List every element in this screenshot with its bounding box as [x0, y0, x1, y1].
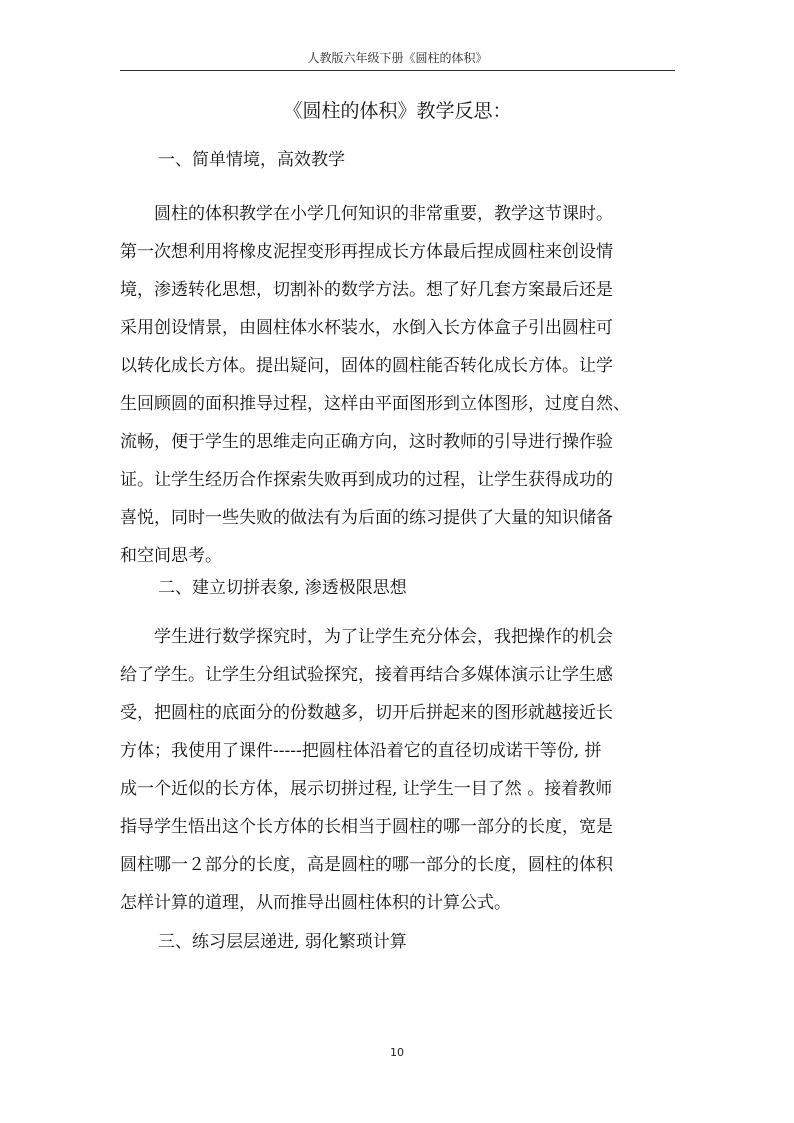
paragraph-line: 境，渗透转化思想，切割补的数学方法。想了好几套方案最后还是: [120, 280, 613, 300]
paragraph-line: 圆柱哪一２部分的长度，高是圆柱的哪一部分的长度，圆柱的体积: [120, 855, 613, 875]
paragraph-line: 学生进行数学探究时，为了让学生充分体会，我把操作的机会: [120, 627, 613, 647]
paragraph-line: 和空间思考。: [120, 546, 222, 566]
paragraph-line: 成一个近似的长方体，展示切拼过程, 让学生一目了然 。接着教师: [120, 779, 613, 799]
paragraph-line: 受，把圆柱的底面分的份数越多，切开后拼起来的图形就越接近长: [120, 703, 613, 723]
section-heading-3: 三、练习层层递进, 弱化繁琐计算: [158, 932, 407, 952]
section-heading-1: 一、简单情境，高效教学: [158, 150, 345, 170]
paragraph-line: 第一次想利用将橡皮泥捏变形再捏成长方体最后捏成圆柱来创设情: [120, 242, 613, 262]
paragraph-line: 证。让学生经历合作探索失败再到成功的过程，让学生获得成功的: [120, 470, 613, 490]
header-text: 人教版六年级下册《圆柱的体积》: [307, 51, 488, 65]
paragraph-line: 圆柱的体积教学在小学几何知识的非常重要，教学这节课时。: [120, 204, 613, 224]
paragraph-line: 喜悦，同时一些失败的做法有为后面的练习提供了大量的知识储备: [120, 508, 613, 528]
section-1-paragraph: [120, 195, 668, 575]
paragraph-line: 以转化成长方体。提出疑问，固体的圆柱能否转化成长方体。让学: [120, 356, 613, 376]
paragraph-line: 方体；我使用了课件-----把圆柱体沿着它的直径切成诺干等份, 拼: [120, 741, 602, 761]
document-title: 《圆柱的体积》教学反思：: [283, 100, 512, 122]
paragraph-line: 生回顾圆的面积推导过程，这样由平面图形到立体图形，过度自然、: [120, 394, 630, 414]
page-header: [120, 50, 675, 71]
section-2-paragraph: [120, 618, 668, 922]
paragraph-line: 给了学生。让学生分组试验探究，接着再结合多媒体演示让学生感: [120, 665, 613, 685]
paragraph-line: 采用创设情景，由圆柱体水杯装水，水倒入长方体盒子引出圆柱可: [120, 318, 613, 338]
section-heading-2: 二、建立切拼表象, 渗透极限思想: [158, 578, 407, 598]
paragraph-line: 怎样计算的道理，从而推导出圆柱体积的计算公式。: [120, 893, 511, 913]
page-number: 10: [390, 1046, 404, 1059]
paragraph-line: 指导学生悟出这个长方体的长相当于圆柱的哪一部分的长度，宽是: [120, 817, 613, 837]
paragraph-line: 流畅，便于学生的思维走向正确方向，这时教师的引导进行操作验: [120, 432, 613, 452]
